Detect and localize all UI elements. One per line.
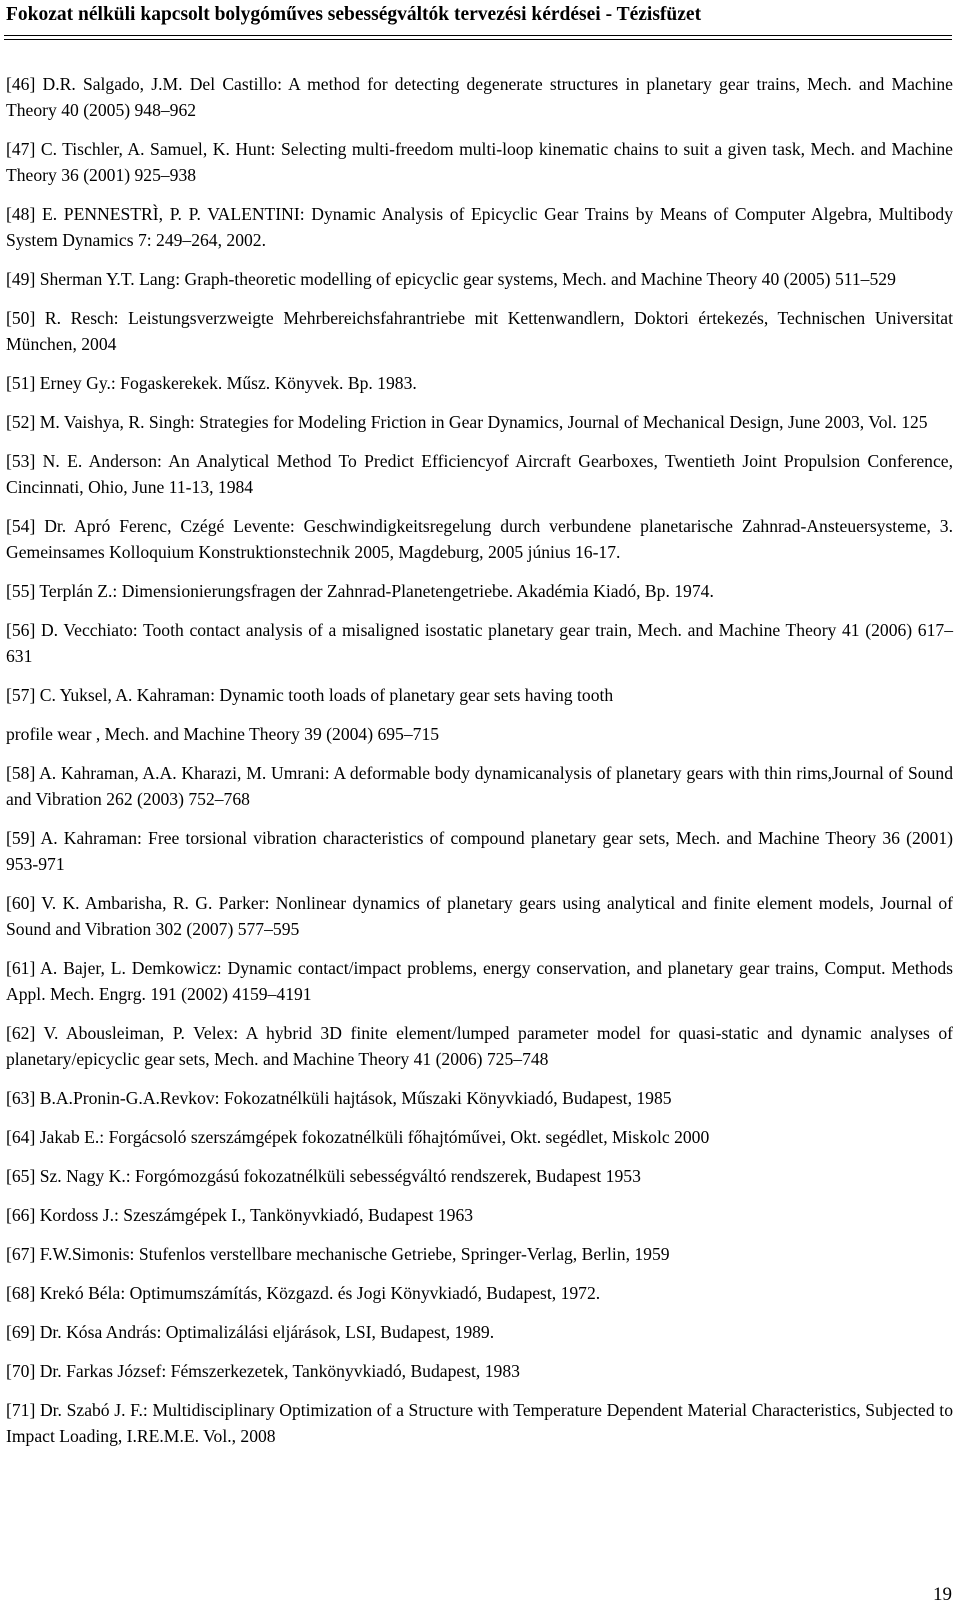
reference-71: [71] Dr. Szabó J. F.: Multidisciplinary Optimization of a Structure with Temperature Dependent Material Characteristics, Subjected to Impact Loading, I.RE.M.E. Vol., 2008	[6, 1400, 953, 1446]
reference-61: [61] A. Bajer, L. Demkowicz: Dynamic contact/impact problems, energy conservation, and planetary gear trains, Comput. Methods Appl. Mech. Engrg. 191 (2002) 4159–4191	[6, 958, 953, 1004]
reference-59: [59] A. Kahraman: Free torsional vibration characteristics of compound planetary gear sets, Mech. and Machine Theory 36 (2001) 953-971	[6, 828, 953, 874]
reference-69: [69] Dr. Kósa András: Optimalizálási eljárások, LSI, Budapest, 1989.	[6, 1322, 495, 1342]
reference-62: [62] V. Abousleiman, P. Velex: A hybrid 3D finite element/lumped parameter model for quasi-static and dynamic analyses of planetary/epicyclic gear sets, Mech. and Machine Theory 41 (2006) 725–748	[6, 1023, 953, 1069]
reference-48: [48] E. PENNESTRÌ, P. P. VALENTINI: Dynamic Analysis of Epicyclic Gear Trains by Means of Computer Algebra, Multibody System Dynamics 7: 249–264, 2002.	[6, 204, 953, 250]
running-header: Fokozat nélküli kapcsolt bolygóműves sebességváltók tervezési kérdései - Tézisfüzet	[6, 4, 702, 25]
reference-57: [57] C. Yuksel, A. Kahraman: Dynamic tooth loads of planetary gear sets having tooth	[6, 685, 614, 705]
reference-54: [54] Dr. Apró Ferenc, Czégé Levente: Geschwindigkeitsregelung durch verbundene planetarische Zahnrad-Ansteuersysteme, 3. Gemeinsames Kolloquium Konstruktionstechnik 2005, Magdeburg, 2005 június 16-17.	[6, 516, 953, 562]
reference-46: [46] D.R. Salgado, J.M. Del Castillo: A method for detecting degenerate structures in planetary gear trains, Mech. and Machine Theory 40 (2005) 948–962	[6, 74, 953, 120]
reference-64: [64] Jakab E.: Forgácsoló szerszámgépek fokozatnélküli főhajtóművei, Okt. segédlet, Miskolc 2000	[6, 1127, 710, 1147]
reference-66: [66] Kordoss J.: Szeszámgépek I., Tankönyvkiadó, Budapest 1963	[6, 1205, 474, 1225]
reference-65: [65] Sz. Nagy K.: Forgómozgású fokozatnélküli sebességváltó rendszerek, Budapest 1953	[6, 1166, 641, 1186]
reference-53: [53] N. E. Anderson: An Analytical Method To Predict Efficiencyof Aircraft Gearboxes, Twentieth Joint Propulsion Conference, Cincinnati, Ohio, June 11-13, 1984	[6, 451, 953, 497]
reference-list	[6, 71, 953, 1462]
reference-67: [67] F.W.Simonis: Stufenlos verstellbare mechanische Getriebe, Springer-Verlag, Berlin, 1959	[6, 1244, 670, 1264]
reference-47: [47] C. Tischler, A. Samuel, K. Hunt: Selecting multi-freedom multi-loop kinematic chains to suit a given task, Mech. and Machine Theory 36 (2001) 925–938	[6, 139, 953, 185]
page-number: 19	[933, 1584, 952, 1605]
reference-52: [52] M. Vaishya, R. Singh: Strategies for Modeling Friction in Gear Dynamics, Journal of Mechanical Design, June 2003, Vol. 125	[6, 412, 928, 432]
reference-56: [56] D. Vecchiato: Tooth contact analysis of a misaligned isostatic planetary gear train, Mech. and Machine Theory 41 (2006) 617–631	[6, 620, 953, 666]
reference-60: [60] V. K. Ambarisha, R. G. Parker: Nonlinear dynamics of planetary gears using analytical and finite element models, Journal of Sound and Vibration 302 (2007) 577–595	[6, 893, 953, 939]
reference-55: [55] Terplán Z.: Dimensionierungsfragen der Zahnrad-Planetengetriebe. Akadémia Kiadó, Bp. 1974.	[6, 581, 714, 601]
reference-50: [50] R. Resch: Leistungsverzweigte Mehrbereichsfahrantriebe mit Kettenwandlern, Doktori értekezés, Technischen Universitat München, 2004	[6, 308, 953, 354]
reference-68: [68] Krekó Béla: Optimumszámítás, Közgazd. és Jogi Könyvkiadó, Budapest, 1972.	[6, 1283, 601, 1303]
reference-51: [51] Erney Gy.: Fogaskerekek. Műsz. Könyvek. Bp. 1983.	[6, 373, 417, 393]
reference-57-continuation: profile wear , Mech. and Machine Theory 39 (2004) 695–715	[6, 724, 440, 744]
header-rule	[4, 35, 952, 36]
reference-70: [70] Dr. Farkas József: Fémszerkezetek, Tankönyvkiadó, Budapest, 1983	[6, 1361, 520, 1381]
header-rule-thin	[4, 39, 952, 40]
reference-58: [58] A. Kahraman, A.A. Kharazi, M. Umrani: A deformable body dynamicanalysis of planetary gears with thin rims,Journal of Sound and Vibration 262 (2003) 752–768	[6, 763, 953, 809]
reference-63: [63] B.A.Pronin-G.A.Revkov: Fokozatnélküli hajtások, Műszaki Könyvkiadó, Budapest, 1985	[6, 1088, 672, 1108]
reference-49: [49] Sherman Y.T. Lang: Graph-theoretic modelling of epicyclic gear systems, Mech. and Machine Theory 40 (2005) 511–529	[6, 269, 896, 289]
